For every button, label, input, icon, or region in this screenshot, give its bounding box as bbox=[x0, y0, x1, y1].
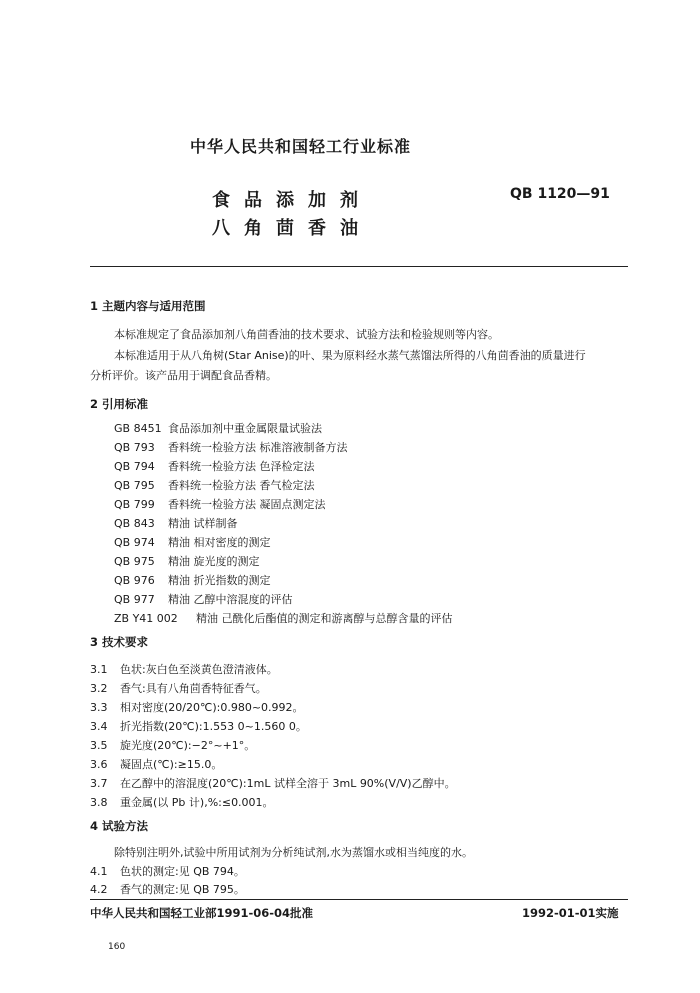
title-line-2: 八角茴香油 bbox=[212, 218, 372, 239]
reference-item bbox=[114, 515, 238, 531]
reference-item bbox=[114, 458, 315, 474]
section-2-heading: 2 引用标准 bbox=[90, 397, 149, 411]
item-text: 色状的测定:见 QB 794。 bbox=[120, 865, 245, 878]
item-number: 3.8 bbox=[90, 796, 108, 809]
item-number: 3.7 bbox=[90, 777, 108, 790]
reference-item bbox=[114, 591, 293, 607]
requirement-item bbox=[90, 661, 278, 677]
reference-item bbox=[114, 439, 348, 455]
title-line-1: 食品添加剂 bbox=[212, 190, 372, 211]
reference-code: QB 793 bbox=[114, 441, 155, 454]
requirement-item bbox=[90, 756, 222, 772]
reference-title: 香料统一检验方法 凝固点测定法 bbox=[168, 498, 326, 511]
reference-title: 精油 相对密度的测定 bbox=[168, 536, 271, 549]
item-number: 3.6 bbox=[90, 758, 108, 771]
item-text: 旋光度(20℃):−2°~+1°。 bbox=[120, 739, 256, 752]
reference-code: GB 8451 bbox=[114, 422, 162, 435]
reference-code: QB 799 bbox=[114, 498, 155, 511]
item-number: 4.2 bbox=[90, 883, 108, 896]
reference-code: QB 976 bbox=[114, 574, 155, 587]
reference-code: QB 795 bbox=[114, 479, 155, 492]
item-text: 折光指数(20℃):1.553 0~1.560 0。 bbox=[120, 720, 307, 733]
reference-code: QB 977 bbox=[114, 593, 155, 606]
item-text: 凝固点(℃):≥15.0。 bbox=[120, 758, 223, 771]
reference-item bbox=[114, 572, 271, 588]
item-number: 3.1 bbox=[90, 663, 108, 676]
requirement-item bbox=[90, 775, 456, 791]
reference-title: 精油 己酰化后酯值的测定和游离醇与总醇含量的评估 bbox=[196, 612, 453, 625]
reference-code: QB 843 bbox=[114, 517, 155, 530]
reference-title: 香料统一检验方法 香气检定法 bbox=[168, 479, 315, 492]
item-text: 重金属(以 Pb 计),%:≤0.001。 bbox=[120, 796, 274, 809]
reference-item bbox=[114, 420, 322, 436]
section-1-paragraph-2b: 分析评价。该产品用于调配食品香精。 bbox=[90, 369, 277, 382]
effective-date-line: 1992-01-01实施 bbox=[522, 906, 619, 920]
section-1-paragraph-1: 本标准规定了食品添加剂八角茴香油的技术要求、试验方法和检验规则等内容。 bbox=[114, 328, 499, 341]
reference-title: 精油 试样制备 bbox=[168, 517, 238, 530]
reference-code: QB 975 bbox=[114, 555, 155, 568]
item-text: 色状:灰白色至淡黄色澄清液体。 bbox=[120, 663, 278, 676]
reference-title: 精油 折光指数的测定 bbox=[168, 574, 271, 587]
requirement-item bbox=[90, 680, 267, 696]
reference-item bbox=[114, 610, 453, 626]
reference-title: 精油 旋光度的测定 bbox=[168, 555, 260, 568]
item-number: 3.3 bbox=[90, 701, 108, 714]
item-text: 香气的测定:见 QB 795。 bbox=[120, 883, 245, 896]
requirement-item bbox=[90, 794, 274, 810]
page-number: 160 bbox=[108, 942, 126, 952]
reference-item bbox=[114, 553, 260, 569]
item-text: 相对密度(20/20℃):0.980~0.992。 bbox=[120, 701, 304, 714]
item-text: 香气:具有八角茴香特征香气。 bbox=[120, 682, 267, 695]
item-number: 4.1 bbox=[90, 865, 108, 878]
item-number: 3.4 bbox=[90, 720, 108, 733]
top-rule bbox=[90, 266, 628, 267]
section-4-intro: 除特别注明外,试验中所用试剂为分析纯试剂,水为蒸馏水或相当纯度的水。 bbox=[114, 846, 473, 859]
requirement-item bbox=[90, 737, 255, 753]
section-1-paragraph-2a: 本标准适用于从八角树(Star Anise)的叶、果为原料经水蒸气蒸馏法所得的八角茴香油的质量进行 bbox=[114, 349, 586, 362]
reference-title: 香料统一检验方法 标准溶液制备方法 bbox=[168, 441, 348, 454]
reference-code: ZB Y41 002 bbox=[114, 612, 178, 625]
reference-title: 香料统一检验方法 色泽检定法 bbox=[168, 460, 315, 473]
test-method-item bbox=[90, 863, 245, 879]
test-method-item bbox=[90, 881, 245, 897]
reference-item bbox=[114, 534, 271, 550]
bottom-rule bbox=[90, 899, 628, 900]
requirement-item bbox=[90, 699, 304, 715]
reference-title: 食品添加剂中重金属限量试验法 bbox=[168, 422, 322, 435]
standard-code: QB 1120—91 bbox=[510, 186, 610, 202]
reference-code: QB 794 bbox=[114, 460, 155, 473]
section-4-heading: 4 试验方法 bbox=[90, 819, 149, 833]
section-3-heading: 3 技术要求 bbox=[90, 635, 149, 649]
requirement-item bbox=[90, 718, 307, 734]
item-number: 3.2 bbox=[90, 682, 108, 695]
reference-item bbox=[114, 496, 326, 512]
item-text: 在乙醇中的溶混度(20℃):1mL 试样全溶于 3mL 90%(V/V)乙醇中。 bbox=[120, 777, 456, 790]
issuer-heading: 中华人民共和国轻工行业标准 bbox=[190, 137, 412, 156]
approval-line: 中华人民共和国轻工业部1991-06-04批准 bbox=[90, 906, 314, 920]
reference-code: QB 974 bbox=[114, 536, 155, 549]
section-1-heading: 1 主题内容与适用范围 bbox=[90, 299, 206, 313]
reference-title: 精油 乙醇中溶混度的评估 bbox=[168, 593, 293, 606]
item-number: 3.5 bbox=[90, 739, 108, 752]
reference-item bbox=[114, 477, 315, 493]
